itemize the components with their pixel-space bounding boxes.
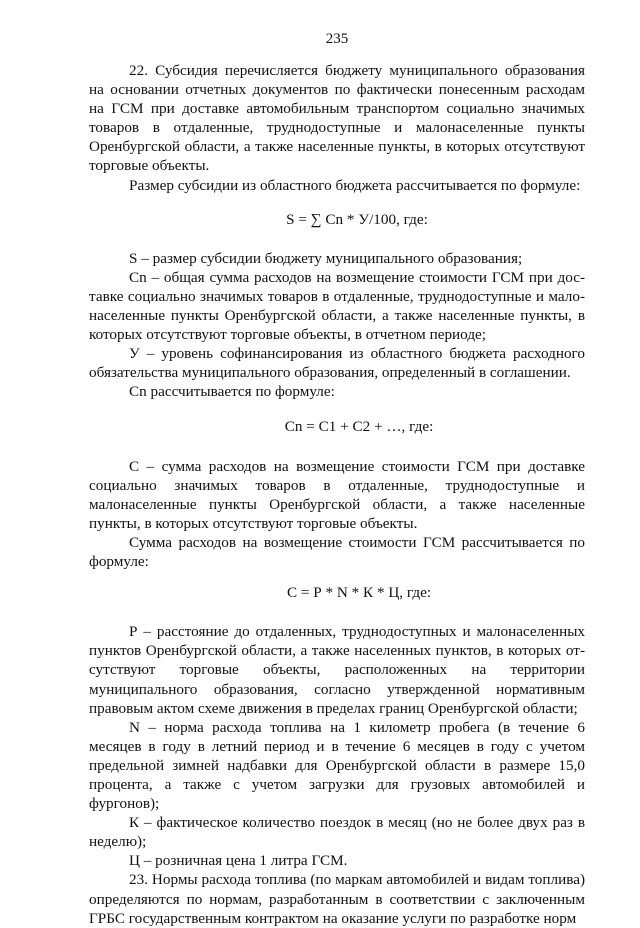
definition-u: У – уровень софинансирования из областного бюджета расходного обязательства муниципального образования, определенный в соглашении. (89, 345, 585, 382)
document-page (89, 30, 585, 928)
paragraph-subsidy-size: Размер субсидии из областного бюджета рассчитывается по формуле: (129, 176, 581, 194)
formula-c: С = Р * N * К * Ц, где: (286, 584, 432, 602)
definition-s: S – размер субсидии бюджету муниципального образования; (129, 249, 523, 267)
page-number: 235 (325, 31, 349, 47)
definition-n: N – норма расхода топлива на 1 километр пробега (в течение 6 месяцев в году в летний период и в течение 6 месяцев в году с учетом предельной зимней надбавки для Оренбургской области в размере 15,0 процента, а также с учетом загрузки для грузовых автомобилей и фургонов); (89, 718, 585, 813)
paragraph-sum: Сумма расходов на возмещение стоимости ГСМ рассчитывается по формуле: (89, 533, 585, 571)
formula-cn: Cn = С1 + С2 + …, где: (284, 417, 434, 435)
definition-ts: Ц – розничная цена 1 литра ГСМ. (129, 852, 348, 870)
formula-subsidy: S = ∑ Cn * У/100, где: (286, 210, 428, 228)
paragraph-cn-calc: Cn рассчитывается по формуле: (129, 383, 335, 401)
definition-c: С – сумма расходов на возмещение стоимости ГСМ при доставке социально значимых товаров в отдаленные, труднодоступные и малонаселенные пункты Оренбургской области, а также населенные пункты, в которых отсутствуют торговые объекты. (89, 457, 585, 532)
definition-k: К – фактическое количество поездок в месяц (но не более двух раз в неделю); (89, 814, 585, 851)
paragraph-22: 22. Субсидия перечисляется бюджету муниципального образования на основании отчетных документов по фактически понесенным расходам на ГСМ при доставке автомобильным транспортом социально значимых товаров в отдаленные, труднодоступные и малонаселенные пункты Оренбургской области, а также населенные пункты, в которых отсутствуют торговые объекты. (89, 62, 585, 175)
definition-cn: Cn – общая сумма расходов на возмещение стоимости ГСМ при доставке социально значимых товаров в отдаленные, труднодоступные и малонаселенные пункты Оренбургской области, а также населенные пункты, в которых отсутствуют торговые объекты, в отчетном периоде; (89, 268, 585, 344)
paragraph-23: 23. Нормы расхода топлива (по маркам автомобилей и видам топлива) определяются по нормам, разработанным в соответствии с заключенным ГРБС государственным контрактом на оказание услуги по разработке норм (89, 871, 585, 927)
definition-p: Р – расстояние до отдаленных, труднодоступных и малонаселенных пунктов Оренбургской области, а также населенных пунктов, в которых отсутствуют торговые объекты, расположенных на территории муниципального образования, согласно утвержденной нормативным правовым актом схеме движения в пределах границ Оренбургской области; (89, 623, 585, 717)
